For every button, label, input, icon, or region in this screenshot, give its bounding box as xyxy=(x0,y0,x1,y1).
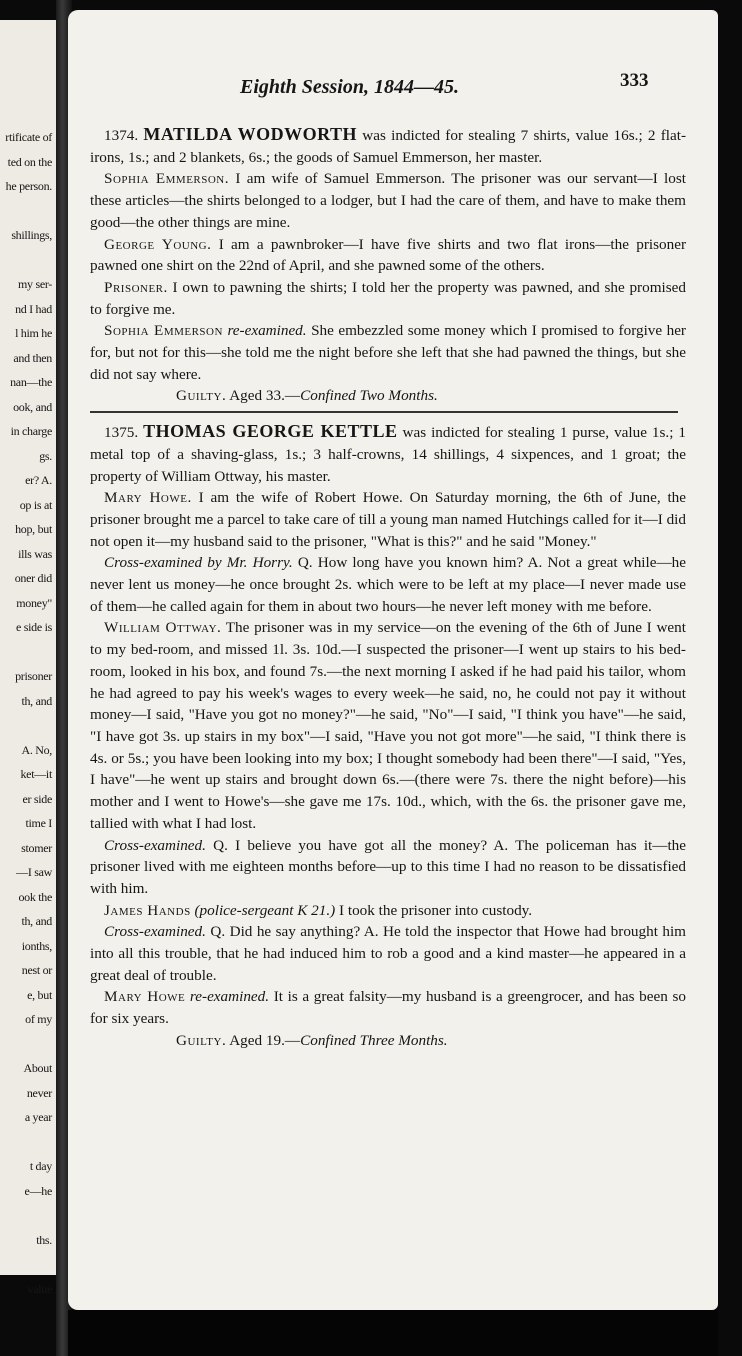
witness-name: James Hands xyxy=(104,901,191,919)
witness-name: Mary Howe xyxy=(104,988,186,1006)
facing-page-line: prisoner xyxy=(15,669,52,683)
defendant-name: THOMAS GEORGE KETTLE xyxy=(143,421,398,442)
facing-page-line: ket—it xyxy=(20,767,52,781)
testimony-paragraph xyxy=(90,320,686,385)
facing-page-line: in charge xyxy=(10,424,52,438)
facing-page-line: e—he xyxy=(24,1183,52,1198)
testimony-text: Q. I believe you have got all the money? A. The policeman has it—the prisoner lived with me eighteen months before—up to this time I had no reason to be dissatisfied with him. xyxy=(90,836,686,897)
examination-note: (police-sergeant K 21.) xyxy=(194,901,336,919)
testimony-paragraph xyxy=(90,234,686,277)
facing-page-line: ted on the xyxy=(7,154,52,169)
examination-note: re-examined. xyxy=(189,988,270,1006)
facing-page-line: e side is xyxy=(16,620,52,634)
case-heading-1375 xyxy=(90,421,686,487)
testimony-paragraph xyxy=(90,986,686,1029)
facing-page-line: ths. xyxy=(36,1232,52,1247)
facing-page-line: l him he xyxy=(15,326,52,340)
witness-name: Prisoner. xyxy=(104,278,168,296)
testimony-text: Q. How long have you known him? A. Not a great while—he never lent us money—he once brought 2s. which were to be left at my place—I never made use of them—he called again for them in about two hours—he never left money with me before. xyxy=(90,554,687,615)
book-page xyxy=(68,10,718,1310)
facing-page-line: ook the xyxy=(18,889,52,904)
witness-name: William Ottway. xyxy=(104,619,222,637)
facing-page-line: th, and xyxy=(21,914,52,928)
indictment-text: was indicted for stealing 1 purse, value 1s.; 1 metal top of a shaving-glass, 1s.; 3 half-crowns, 14 shillings, 4 sixpences, and 1 groat; the property of William Ottway, his master. xyxy=(90,424,686,485)
facing-page-line: A. No, xyxy=(21,742,52,757)
testimony-list xyxy=(90,487,686,1030)
testimony-paragraph xyxy=(90,487,686,552)
sentence: Confined Three Months. xyxy=(300,1031,448,1049)
testimony-paragraph xyxy=(90,900,686,922)
examination-note: Cross-examined. xyxy=(104,923,206,941)
facing-page-line: gs. xyxy=(39,448,52,463)
testimony-text: She embezzled some money which I promised to forgive her for, but not for this—she told me the night before she left that she had pawned the things, but she did not say where. xyxy=(90,322,686,383)
defendant-name: MATILDA WODWORTH xyxy=(143,124,358,144)
witness-name: George Young. xyxy=(104,235,212,253)
defendant-age: Aged 19.— xyxy=(229,1031,301,1049)
facing-page-line: money" xyxy=(16,595,52,610)
facing-page-line: op is at xyxy=(19,497,52,512)
facing-page-line: hop, but xyxy=(15,522,52,536)
defendant-age: Aged 33.— xyxy=(229,387,301,405)
testimony-paragraph xyxy=(90,552,686,617)
case-number: 1375. xyxy=(104,424,139,442)
testimony-text: I took the prisoner into custody. xyxy=(339,901,533,919)
examination-note: re-examined. xyxy=(227,322,307,340)
facing-page-line: ook, and xyxy=(13,399,52,414)
facing-page-fragment xyxy=(0,20,58,1296)
testimony-text: I am the wife of Robert Howe. On Saturday morning, the 6th of June, the prisoner brought me a parcel to take care of till a young man named Hutchings called for it—I did not open it—my husband said to the prisoner, "What is this?" and he said "Money." xyxy=(90,489,686,550)
facing-page-line: er side xyxy=(22,791,52,806)
facing-page-line: e, but xyxy=(27,987,52,1002)
facing-page-line: he person. xyxy=(5,179,52,193)
case-heading-1374 xyxy=(90,124,686,168)
verdict-line xyxy=(90,1030,686,1052)
verdict-word: Guilty. xyxy=(176,387,227,405)
facing-page-line: oner did xyxy=(14,571,52,585)
facing-page-line: ills was xyxy=(18,546,52,561)
running-head: Eighth Session, 1844—45. xyxy=(240,76,459,98)
witness-name: Sophia Emmerson. xyxy=(104,170,230,188)
testimony-text: I own to pawning the shirts; I told her the property was pawned, and she promised to forgive me. xyxy=(90,278,686,318)
testimony-text: The prisoner was in my service—on the evening of the 6th of June I went to my bed-room, and missed 1l. 3s. 10d.—I suspected the prisoner—I went up stairs to his bed-room, looked in his box, and found 7s.—the next morning I asked if he had paid his tailor, whom he had agreed to pay his week's wages to every week—he said, no, he could not pay it without money—I said, "Have you got no money?"—he said, "No"—I said, "I think you have"—he said, "I have got 3s. up stairs in my box"—I said, "Have you not got more"—he said, "I think there is 4s. or 5s.; you have been looking into my box; I thought somebody had been there"—I said, "Yes, I have"—he went up stairs and brought down 6s.—(there were 7s. there the night before)—his mother and I went to Howe's—she gave me 17s. 10d., which, with the 6s. the prisoner gave me, tallied with what I had lost. xyxy=(90,619,686,832)
testimony-text: I am wife of Samuel Emmerson. The prisoner was our servant—I lost these articles—the shirts belonged to a lodger, but I had the care of them, and have to make them good—the other things are mine. xyxy=(90,170,687,231)
facing-page-line: never xyxy=(26,1085,52,1100)
facing-page-line: About xyxy=(23,1061,52,1075)
facing-page-line: er? A. xyxy=(25,473,52,487)
examination-note: Cross-examined by Mr. Horry. xyxy=(104,554,293,572)
testimony-text: I am a pawnbroker—I have five shirts and two flat irons—the prisoner pawned one shirt on the 22nd of April, and she pawned some of the others. xyxy=(90,235,687,275)
witness-name: Mary Howe. xyxy=(104,489,192,507)
facing-page-line: a year xyxy=(24,1110,52,1124)
facing-page-line: and then xyxy=(13,350,52,365)
facing-page-line: th, and xyxy=(21,693,52,708)
facing-page-line: my ser- xyxy=(18,277,52,291)
sentence: Confined Two Months. xyxy=(300,387,438,405)
testimony-paragraph xyxy=(90,835,686,900)
facing-page-line: nd I had xyxy=(15,301,52,316)
facing-page-line: nest or xyxy=(21,963,52,977)
facing-page-line: shillings, xyxy=(11,228,52,242)
indictment-text: was indicted for stealing 7 shirts, value 16s.; 2 flat-irons, 1s.; and 2 blankets, 6s.; the goods of Samuel Emmerson, her master. xyxy=(90,127,687,166)
page-header xyxy=(68,70,718,110)
witness-name: Sophia Emmerson xyxy=(104,322,223,340)
testimony-paragraph xyxy=(90,168,686,233)
testimony-text: It is a great falsity—my husband is a greengrocer, and has been so for six years. xyxy=(90,988,686,1028)
facing-page-line: nan—the xyxy=(10,375,52,389)
facing-page-line: rtificate of xyxy=(5,130,52,144)
testimony-paragraph xyxy=(90,617,686,834)
examination-note: Cross-examined. xyxy=(104,836,206,854)
facing-page-line: stomer xyxy=(21,840,52,855)
page-body xyxy=(90,122,686,1052)
page-bottom-shadow xyxy=(68,1310,718,1356)
facing-page-line: time I xyxy=(25,816,52,830)
case-number: 1374. xyxy=(104,127,139,144)
testimony-list xyxy=(90,168,686,385)
facing-page-line: of my xyxy=(25,1012,52,1026)
testimony-paragraph xyxy=(90,277,686,320)
facing-page-line: —I saw xyxy=(16,865,52,879)
verdict-word: Guilty. xyxy=(176,1031,227,1049)
facing-page-line: ionths, xyxy=(21,938,52,953)
testimony-text: Q. Did he say anything? A. He told the inspector that Howe had brought him into all this trouble, that he had induced him to rob a good and a kind master—he appeared in a great deal of trouble. xyxy=(90,923,686,984)
testimony-paragraph xyxy=(90,921,686,986)
verdict-line xyxy=(90,385,686,407)
case-divider xyxy=(90,411,678,413)
facing-page-line: t day xyxy=(29,1159,52,1173)
page-number: 333 xyxy=(620,70,649,91)
facing-page-line: value xyxy=(27,1281,52,1296)
